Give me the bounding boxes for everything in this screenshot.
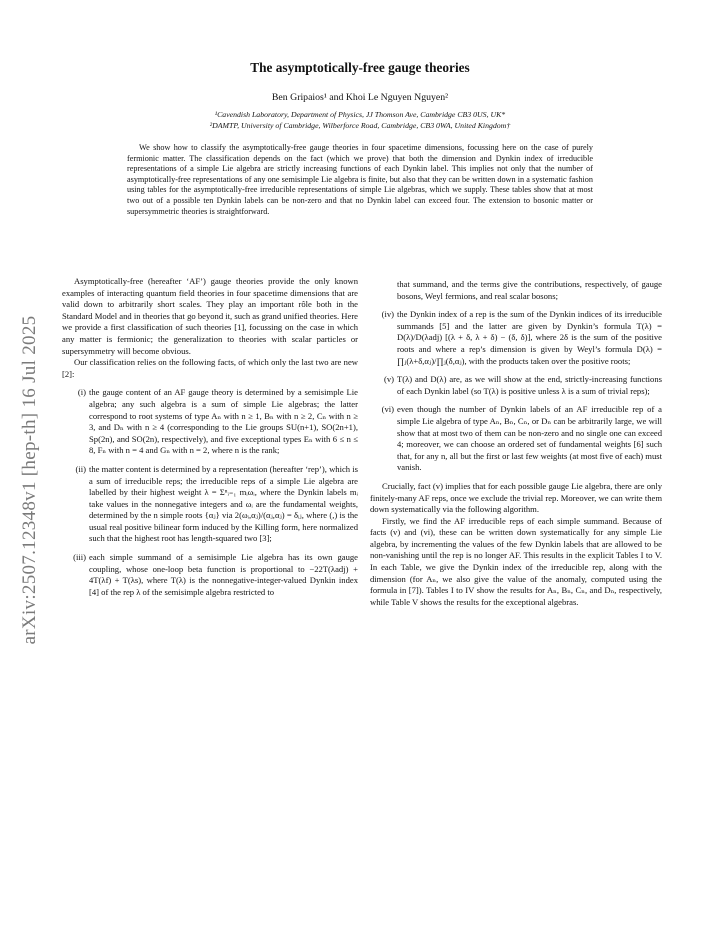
list-item-text: T(λ) and D(λ) are, as we will show at the end, strictly-increasing functions of each Dynkin label (so T(λ) is positive unless λ is a sum of trivial reps); <box>397 374 662 396</box>
firstly-paragraph: Firstly, we find the AF irreducible reps of each simple summand. Because of facts (v) and (vi), these can be written down systematically for any simple Lie algebra, by incrementing the values of the few Dynkin labels that are allowed to be non-vanishing until the rep is no longer AF. This results in the explicit Tables I to V. In each Table, we give the Dynkin index of the irreducible rep, along with the dimension (for Aₙ, we also give the value of the anomaly, computed using the formula in [7]). Tables I to IV show the results for Aₙ, Bₙ, Cₙ, and Dₙ, respectively, while Table V shows the results for the exceptional algebras. <box>370 515 662 607</box>
list-item-i <box>62 387 358 457</box>
list-item-text: the gauge content of an AF gauge theory is determined by a semisimple Lie algebra; any such algebra is a sum of simple Lie algebras; the latter correspond to root systems of type Aₙ with n ≥ 1, Bₙ with n ≥ 2, Cₙ with n ≥ 3, and Dₙ with n ≥ 4 (corresponding to the Lie groups SU(n+1), SO(2n+1), Sp(2n), and SO(2n), respectively), and five exceptional types Eₙ with 6 ≤ n ≤ 8, Fₙ with n = 4 and Gₙ with n = 2, where n is the rank; <box>89 387 358 456</box>
list-item-text: the matter content is determined by a representation (hereafter ‘rep’), which is a sum of irreducible reps; the irreducible reps of a simple Lie algebra are labelled by their highest weight λ = Σⁿᵢ₌₁ mᵢωᵢ, where the Dynkin labels mᵢ take values in the nonnegative integers and ωᵢ are the fundamental weights, determined by the n simple roots {αⱼ} via 2(ωᵢ,αⱼ)/(αⱼ,αⱼ) = δᵢⱼ, where (,) is the usual real positive bilinear form induced by the Killing form, here normalized such that the highest root has length-squared two [3]; <box>89 463 358 544</box>
crucially-paragraph: Crucially, fact (v) implies that for each possible gauge Lie algebra, there are only finitely-many AF reps, once we exclude the trivial rep. Moreover, we can write them down systematically via the following algorithm. <box>370 480 662 515</box>
list-label: (i) <box>77 387 86 398</box>
left-column <box>62 276 358 598</box>
list-label: (iv) <box>381 309 394 320</box>
arxiv-sidebar-stamp <box>8 260 52 700</box>
intro-paragraph: Asymptotically-free (hereafter ‘AF’) gauge theories provide the only known examples of interacting quantum field theories in four spacetime dimensions that are valid down to arbitrarily short scales. They play an important rôle both in the Standard Model and in theories that go beyond it, such as grand unified theories. Here we provide a first classification of such theories [1], focussing on the case in which any matter is fermionic; the generalization to theories with scalar particles or supersymmetry will become obvious. <box>62 276 358 356</box>
paper-title: The asymptotically-free gauge theories <box>250 60 470 75</box>
list-item-iv <box>370 309 662 367</box>
list-label: (vi) <box>381 404 394 415</box>
author-list: Ben Gripaios¹ and Khoi Le Nguyen Nguyen² <box>271 92 449 103</box>
list-item-text: each simple summand of a semisimple Lie algebra has its own gauge coupling, whose one-loop beta function is proportional to −22T(λadj) + 4T(λf) + T(λs), where T(λ) is the nonnegative-integer-valued Dynkin index [4] of the rep λ of the semisimple algebra restricted to <box>89 552 358 597</box>
list-label: (ii) <box>75 463 86 474</box>
list-item-text: even though the number of Dynkin labels of an AF irreducible rep of a simple Lie algebra of type Aₙ, Bₙ, Cₙ, or Dₙ can be arbitrarily large, we will show that at most two of them can be non-zero and no single one can exceed 4; moreover, we can choose an ordered set of fundamental weights [6] such that, for any n, all but the first or last few weights (at most five of each) must vanish. <box>397 404 662 473</box>
list-label: (iii) <box>73 552 86 563</box>
affiliation-1: ¹Cavendish Laboratory, Department of Physics, JJ Thomson Ave, Cambridge CB3 0US, UK* <box>214 110 506 119</box>
right-column <box>370 279 662 608</box>
list-item-vi <box>370 404 662 474</box>
list-item-ii <box>62 464 358 545</box>
list-item-iii-continuation: that summand, and the terms give the contributions, respectively, of gauge bosons, Weyl fermions, and real scalar bosons; <box>397 279 662 301</box>
list-label: (v) <box>383 374 394 385</box>
list-item-iii <box>62 552 358 598</box>
list-item-text: the Dynkin index of a rep is the sum of the Dynkin indices of its irreducible summands [5] and the latter are given by Dynkin’s formula T(λ) = D(λ)/D(λadj) [(λ + δ, λ + δ) − (δ, δ)], where 2δ is the sum of the positive roots and where a rep’s dimension is given by Weyl’s formula D(λ) = ∏ⱼ(λ+δ,αⱼ)/∏ⱼ(δ,αⱼ), with the products taken over the positive roots; <box>397 309 662 366</box>
abstract: We show how to classify the asymptotically-free gauge theories in four spacetime dimensions, focussing here on the case of purely fermionic matter. The classification depends on the fact (which we prove) that both the dimension and Dynkin index of irreducible representations of a simple Lie algebra are strictly increasing functions of each Dynkin label. This implies not only that the number of asymptotically-free representations of any one semisimple Lie algebra is finite, but also that they can be written down in a systematic fashion using tables for the asymptotically-free irreducible representations of simple Lie algebras, which we supply. These tables show that at most two out of a possible ten Dynkin labels can be non-zero and that no Dynkin label can exceed four. The extension to bosonic matter or supersymmetric theories is straightforward. <box>127 143 593 216</box>
list-item-v <box>370 374 662 397</box>
facts-intro-paragraph: Our classification relies on the following facts, of which only the last two are new [2]: <box>62 357 358 379</box>
affiliation-2: ²DAMTP, University of Cambridge, Wilberforce Road, Cambridge, CB3 0WA, United Kingdom† <box>209 121 511 130</box>
arxiv-identifier: arXiv:2507.12348v1 [hep-th] 16 Jul 2025 <box>19 315 40 645</box>
